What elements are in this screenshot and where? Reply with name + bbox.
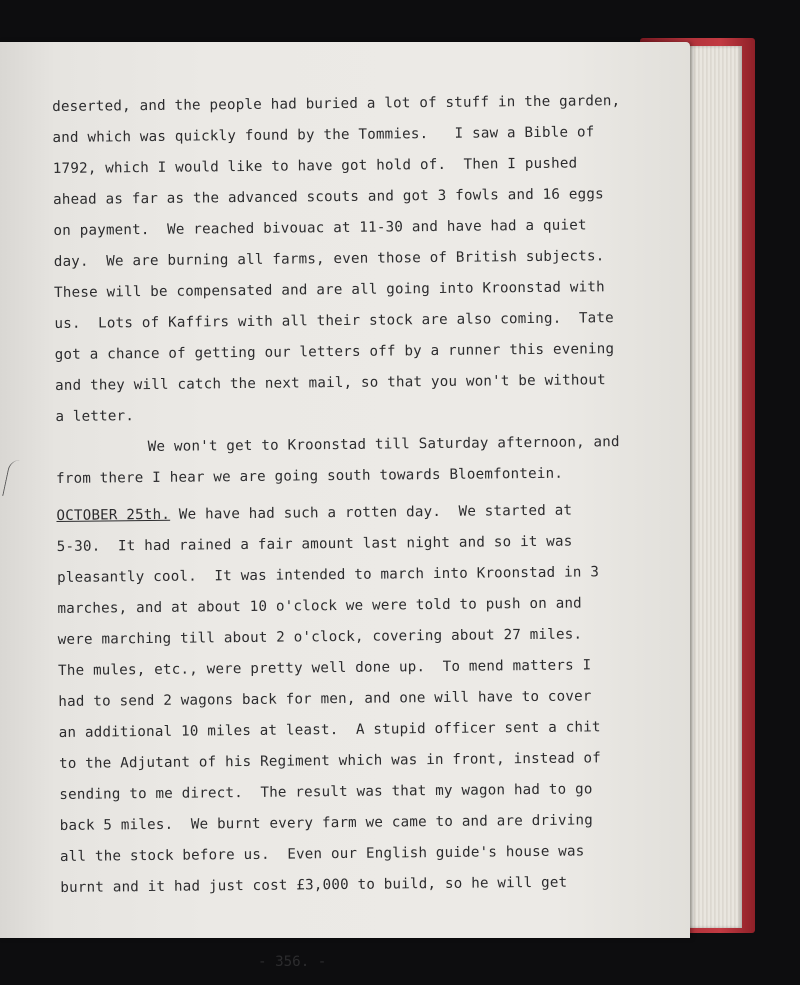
text-line: ahead as far as the advanced scouts and got 3 fowls and 16 eggs [53,186,604,208]
text-line: burnt and it had just cost £3,000 to build, so he will get [60,874,568,896]
text-line: and they will catch the next mail, so that you won't be without [54,372,606,394]
page-number: - 356. - [258,954,327,970]
text-line: on payment. We reached bivouac at 11-30 and have had a quiet [53,217,587,239]
text-line: marches, and at about 10 o'clock we were told to push on and [57,595,582,617]
text-line: The mules, etc., were pretty well done up. To mend matters I [57,657,592,679]
text-line: were marching till about 2 o'clock, covering about 27 miles. [57,626,583,648]
text-line: had to send 2 wagons back for men, and one will have to cover [58,688,592,710]
text-line: pleasantly cool. It was intended to march into Kroonstad in 3 [57,564,600,586]
book-page [0,42,690,970]
text-line: to the Adjutant of his Regiment which was in front, instead of [58,750,602,772]
text-line: and which was quickly found by the Tommies. I saw a Bible of [52,124,595,146]
text-line: sending to me direct. The result was that my wagon had to go [59,781,593,803]
text-line: an additional 10 miles at least. A stupid officer sent a chit [58,719,601,741]
text-line: We won't get to Kroonstad till Saturday afternoon, and [147,434,620,456]
text-line: day. We are burning all farms, even those of British subjects. [53,248,605,270]
text-line: deserted, and the people had buried a lot of stuff in the garden, [52,93,621,115]
text-line: a letter. [55,408,135,425]
text-line: got a chance of getting our letters off by a runner this evening [54,341,615,363]
date-heading: OCTOBER 25th. [56,506,171,524]
text-line-rest: We have had such a rotten day. We started at [170,502,573,523]
text-line: back 5 miles. We burnt every farm we came to and are driving [59,812,593,834]
text-line: These will be compensated and are all going into Kroonstad with [54,279,605,301]
text-line: all the stock before us. Even our English guide's house was [59,843,585,865]
text-line: 1792, which I would like to have got hold of. Then I pushed [52,155,578,177]
typewritten-text [52,86,660,904]
text-line: us. Lots of Kaffirs with all their stock are also coming. Tate [54,310,614,332]
text-line: from there I hear we are going south towards Bloemfontein. [55,465,564,487]
margin-pencil-mark [2,460,21,496]
text-line: 5-30. It had rained a fair amount last night and so it was [56,533,573,555]
